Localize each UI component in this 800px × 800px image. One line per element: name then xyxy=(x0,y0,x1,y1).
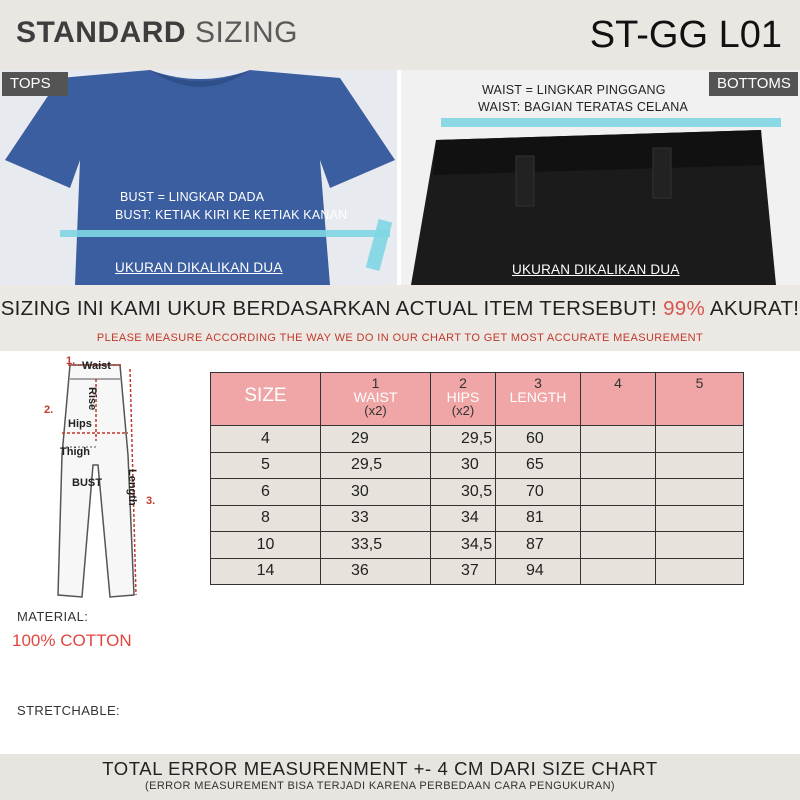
header-hips-num: 2 xyxy=(459,375,467,391)
waist-cell: 29,5 xyxy=(321,452,431,479)
sketch-num3: 3. xyxy=(146,495,156,507)
empty-cell xyxy=(656,479,744,506)
length-cell: 70 xyxy=(496,479,581,506)
header-col5 xyxy=(656,373,744,426)
header-hips-name: HIPS xyxy=(446,389,480,405)
hips-cell: 34,5 xyxy=(431,532,496,559)
hips-cell: 30 xyxy=(431,452,496,479)
empty-cell xyxy=(581,532,656,559)
brand-title xyxy=(16,16,298,50)
tops-photo xyxy=(0,70,397,285)
notice-main xyxy=(0,297,800,321)
empty-cell xyxy=(656,558,744,585)
size-cell: 10 xyxy=(211,532,321,559)
notice-main-end: AKURAT! xyxy=(709,297,800,320)
size-cell: 6 xyxy=(211,479,321,506)
length-cell: 87 xyxy=(496,532,581,559)
tops-note: UKURAN DIKALIKAN DUA xyxy=(115,260,283,275)
sketch-num2: 2. xyxy=(44,404,54,416)
material-label: MATERIAL: xyxy=(17,609,89,624)
length-cell: 94 xyxy=(496,558,581,585)
length-cell: 81 xyxy=(496,505,581,532)
header-hips-sub: (x2) xyxy=(451,403,475,418)
sketch-num1: 1. xyxy=(66,355,76,367)
waist-cell: 33,5 xyxy=(321,532,431,559)
table-row xyxy=(211,426,744,453)
waist-cell: 30 xyxy=(321,479,431,506)
header-size: SIZE xyxy=(211,373,321,426)
tops-tag: TOPS xyxy=(2,72,68,96)
sketch-thigh-label: Thigh xyxy=(60,446,90,458)
bottoms-note: UKURAN DIKALIKAN DUA xyxy=(512,262,680,277)
empty-cell xyxy=(656,426,744,453)
size-cell: 5 xyxy=(211,452,321,479)
footer-sub: (ERROR MEASUREMENT BISA TERJADI KARENA PERBEDAAN CARA PENGUKURAN) xyxy=(145,780,615,792)
header-col4-num: 4 xyxy=(614,375,622,391)
hips-cell: 34 xyxy=(431,505,496,532)
header-col5-num: 5 xyxy=(695,375,704,391)
notice-main-text: SIZING INI KAMI UKUR BERDASARKAN ACTUAL ITEM TERSEBUT! xyxy=(0,297,658,320)
table-row xyxy=(211,505,744,532)
table-row xyxy=(211,452,744,479)
size-cell: 4 xyxy=(211,426,321,453)
hips-cell: 30,5 xyxy=(431,479,496,506)
size-table-header xyxy=(211,373,744,426)
header-length xyxy=(496,373,581,426)
empty-cell xyxy=(581,452,656,479)
length-cell: 65 xyxy=(496,452,581,479)
waist-cell: 36 xyxy=(321,558,431,585)
header-waist-num: 1 xyxy=(371,375,380,391)
hips-cell: 37 xyxy=(431,558,496,585)
table-row xyxy=(211,479,744,506)
waist-cell: 29 xyxy=(321,426,431,453)
empty-cell xyxy=(581,479,656,506)
header-waist-name: WAIST xyxy=(353,389,398,405)
header-length-num: 3 xyxy=(534,375,542,391)
notice-accuracy: 99% xyxy=(663,297,705,320)
tops-line1: BUST = LINGKAR DADA xyxy=(120,190,265,204)
tops-line2: BUST: KETIAK KIRI KE KETIAK KANAN xyxy=(115,208,348,222)
empty-cell xyxy=(656,452,744,479)
size-cell: 14 xyxy=(211,558,321,585)
size-table xyxy=(210,372,744,585)
header-col4 xyxy=(581,373,656,426)
sketch-rise-label: Rise xyxy=(86,387,98,411)
empty-cell xyxy=(656,532,744,559)
table-row xyxy=(211,532,744,559)
sketch-waist-label: Waist xyxy=(82,360,111,372)
bottoms-line1: WAIST = LINGKAR PINGGANG xyxy=(482,83,666,97)
empty-cell xyxy=(656,505,744,532)
footer-main: TOTAL ERROR MEASURENMENT +- 4 CM DARI SIZE CHART xyxy=(102,758,658,779)
waist-cell: 33 xyxy=(321,505,431,532)
material-value: 100% COTTON xyxy=(12,631,132,650)
empty-cell xyxy=(581,505,656,532)
bottoms-line2: WAIST: BAGIAN TERATAS CELANA xyxy=(478,100,689,114)
stretchable-label: STRETCHABLE: xyxy=(17,703,121,718)
length-cell: 60 xyxy=(496,426,581,453)
notice-sub: PLEASE MEASURE ACCORDING THE WAY WE DO IN OUR CHART TO GET MOST ACCURATE MEASUREMENT xyxy=(96,332,704,344)
header-hips xyxy=(431,373,496,426)
tshirt-illustration xyxy=(0,70,397,285)
hips-cell: 29,5 xyxy=(431,426,496,453)
sketch-bust-label: BUST xyxy=(72,477,102,489)
empty-cell xyxy=(581,426,656,453)
table-row xyxy=(211,558,744,585)
size-cell: 8 xyxy=(211,505,321,532)
bottoms-tag: BOTTOMS xyxy=(709,72,798,96)
header-length-name: LENGTH xyxy=(509,389,567,405)
brand-title-light: SIZING xyxy=(194,16,298,49)
header-waist-sub: (x2) xyxy=(364,403,387,418)
pants-sketch xyxy=(10,355,180,605)
empty-cell xyxy=(581,558,656,585)
product-code: ST-GG L01 xyxy=(589,14,782,56)
sketch-hips-label: Hips xyxy=(68,418,92,430)
sketch-length-label: Length xyxy=(126,469,138,506)
brand-title-bold: STANDARD xyxy=(16,16,187,49)
header-waist xyxy=(321,373,431,426)
